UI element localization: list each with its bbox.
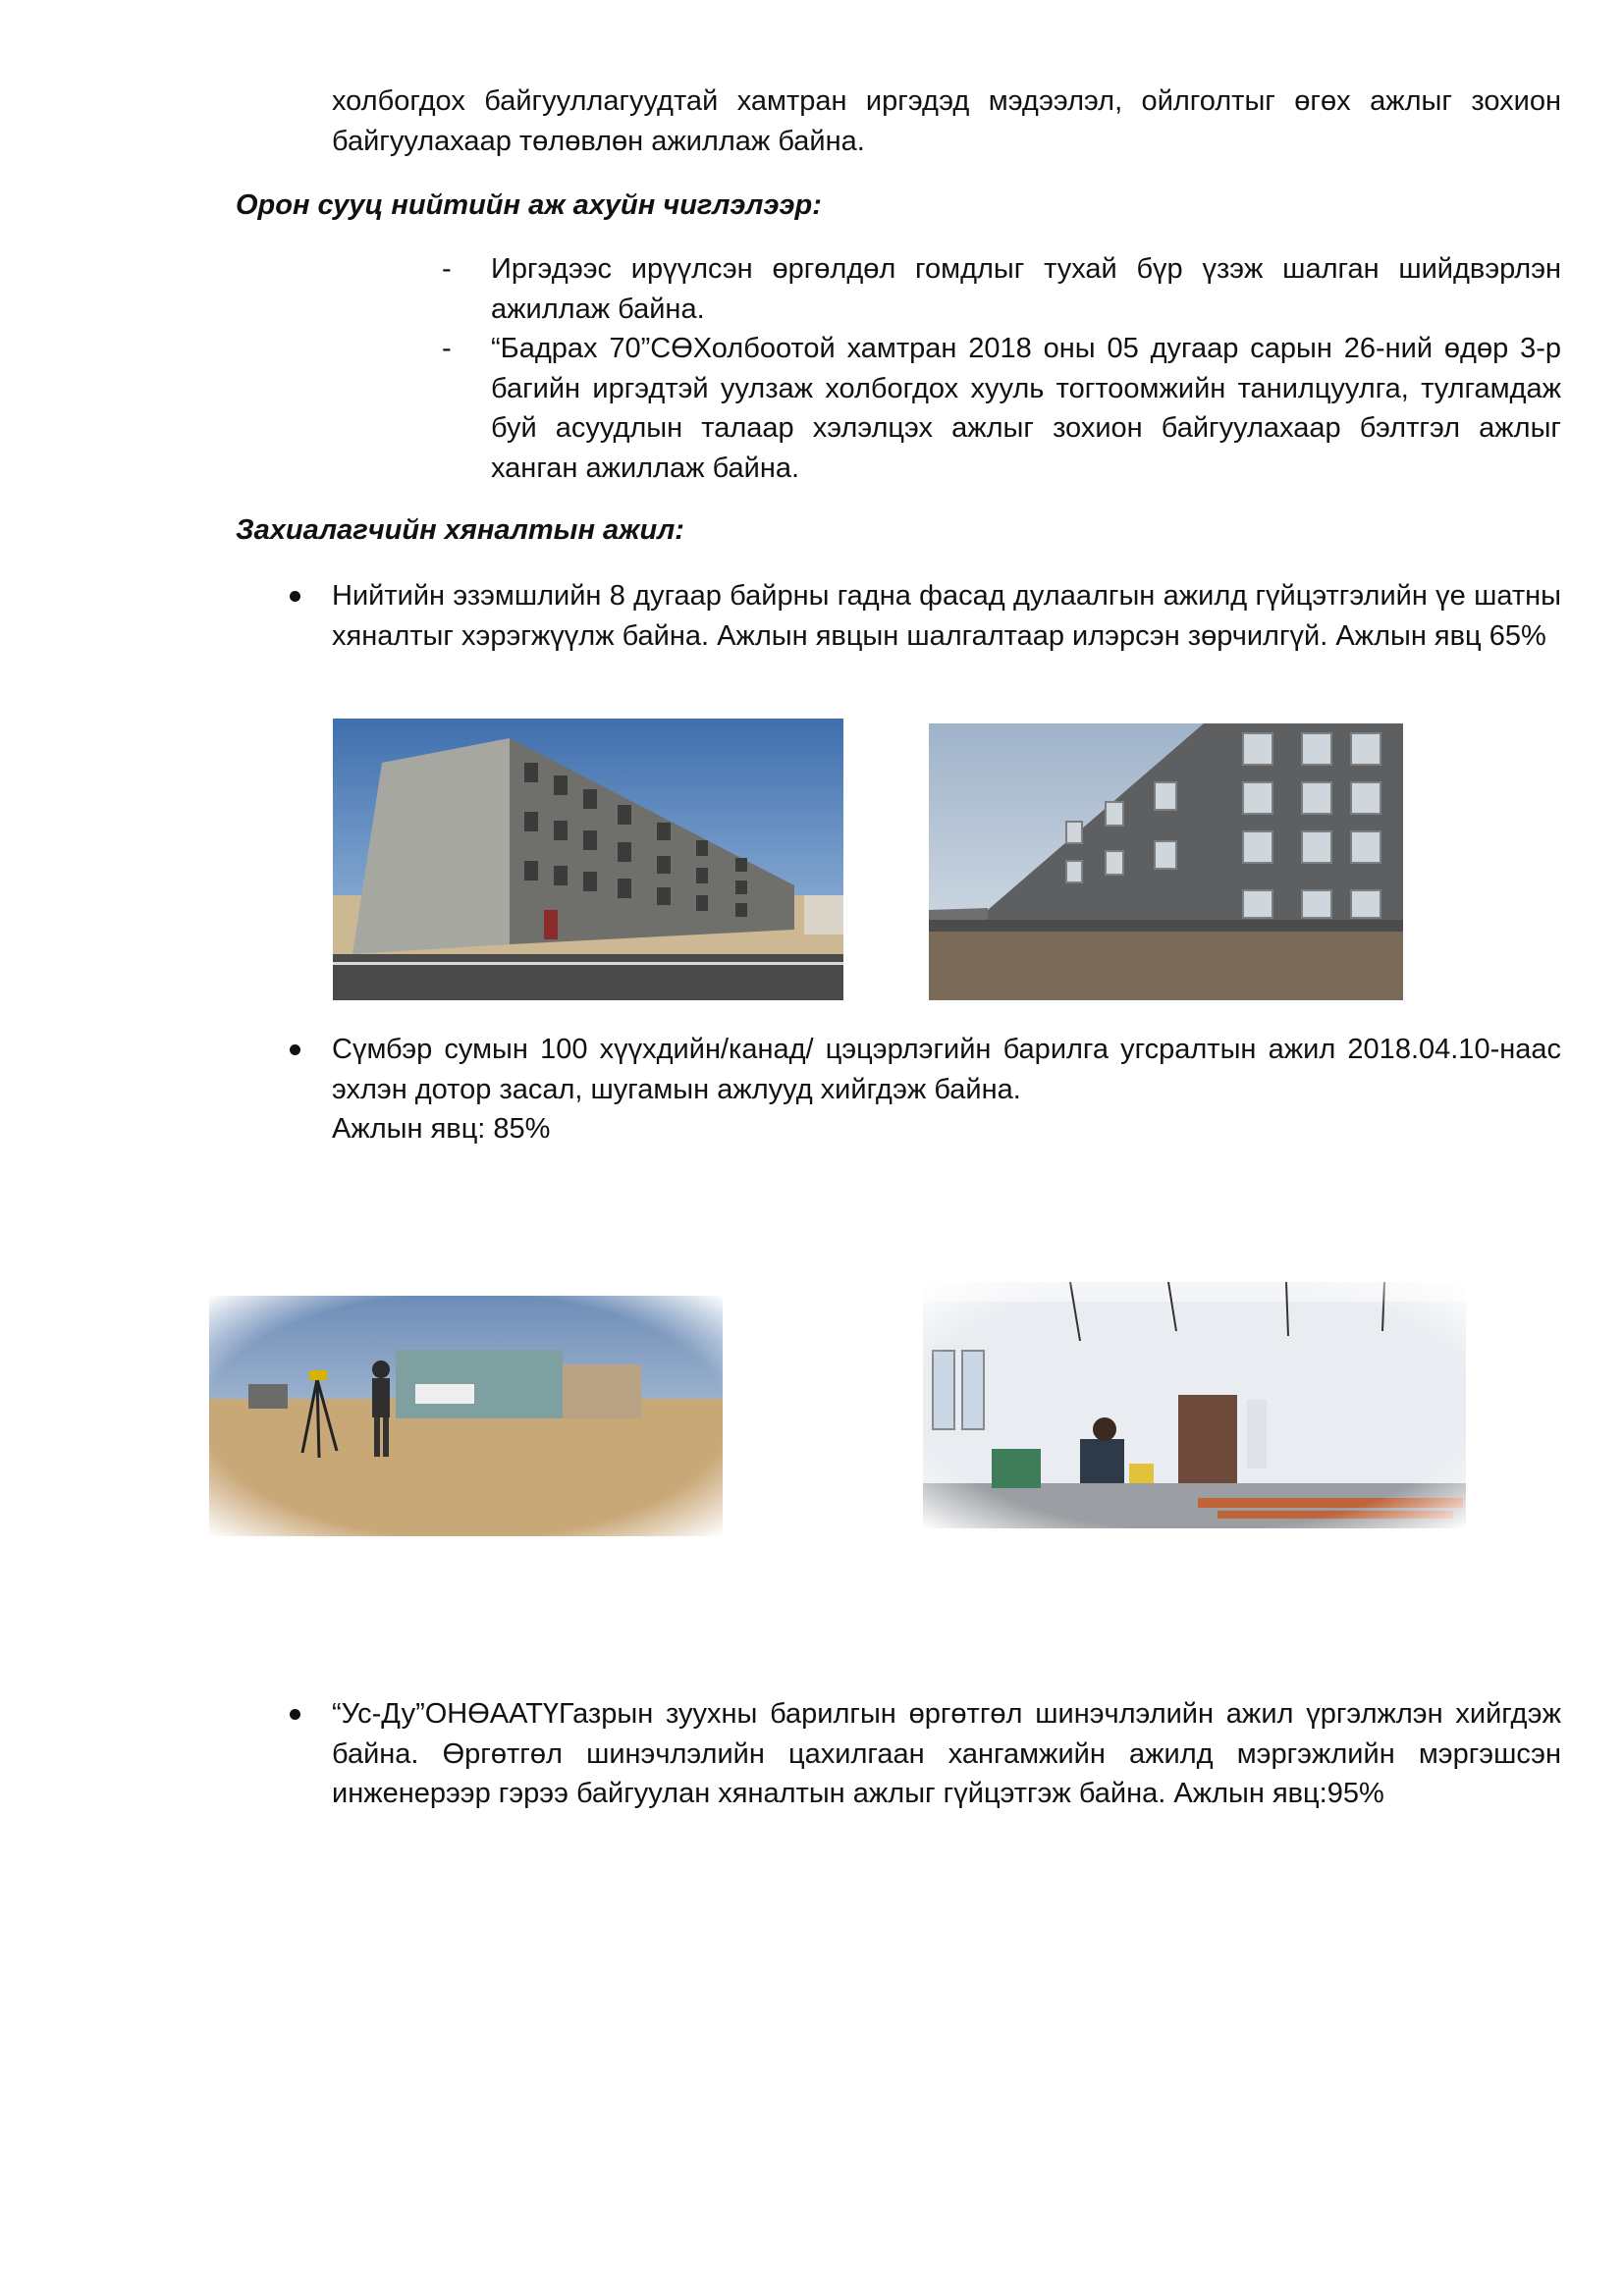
supervision-item-facade: Нийтийн эзэмшлийн 8 дугаар байрны гадна фасад дулаалгын ажилд гүйцэтгэлийн үе шатны хяналтыг хэрэгжүүлж байна. Ажлын явцын шалгалтаар илэрсэн зөрчилгүй. Ажлын явц 65% [332, 580, 1561, 652]
intro-paragraph: холбогдох байгууллагуудтай хамтран иргэдэд мэдээлэл, ойлголтыг өгөх ажлыг зохион байгуулахаар төлөвлөн ажиллаж байна. [332, 85, 1561, 157]
interior-works-photo [923, 1282, 1466, 1528]
housing-item-complaints: Иргэдээс ирүүлсэн өргөлдөл гомдлыг тухай бүр үзэж шалган шийдвэрлэн ажиллаж байна. [491, 253, 1561, 325]
housing-heading: Орон сууц нийтийн аж ахуйн чиглэлээр: [236, 189, 822, 221]
supervision-heading: Захиалагчийн хяналтын ажил: [236, 514, 684, 546]
dash-marker: - [442, 253, 452, 285]
bullet-icon [290, 1044, 300, 1055]
bullet-icon [290, 591, 300, 602]
housing-item-meeting: “Бадрах 70”СӨХолбоотой хамтран 2018 оны 05 дугаар сарын 26-ний өдөр 3-р багийн иргэдтэй уулзаж холбогдох хууль тогтоомжийн танилцуулга, тулгамдаж буй асуудлын талаар хэлэлцэх ажлыг зохион байгуулахаар бэлтгэл ажлыг ханган ажиллаж байна. [491, 333, 1561, 484]
bullet-icon [290, 1709, 300, 1720]
supervision-item-kindergarten: Сүмбэр сумын 100 хүүхдийн/канад/ цэцэрлэгийн барилга угсралтын ажил 2018.04.10-наас эхлэн дотор засал, шугамын ажлууд хийгдэж байна. [332, 1034, 1561, 1105]
dash-marker: - [442, 333, 452, 364]
building-facade-photo [333, 719, 843, 1000]
building-facade-photo-2 [929, 723, 1403, 1000]
surveyor-site-photo [209, 1296, 723, 1536]
supervision-item-boiler: “Ус-Ду”ОНӨААТҮГазрын зуухны барилгын өргөтгөл шинэчлэлийн ажил үргэлжлэн хийгдэж байна. Өргөтгөл шинэчлэлийн цахилгаан хангамжийн ажилд мэргэжлийн мэргэшсэн инженерээр гэрээ байгуулан хяналтын ажлыг гүйцэтгэж байна. Ажлын явц:95% [332, 1698, 1561, 1809]
kindergarten-progress: Ажлын явц: 85% [332, 1113, 551, 1145]
